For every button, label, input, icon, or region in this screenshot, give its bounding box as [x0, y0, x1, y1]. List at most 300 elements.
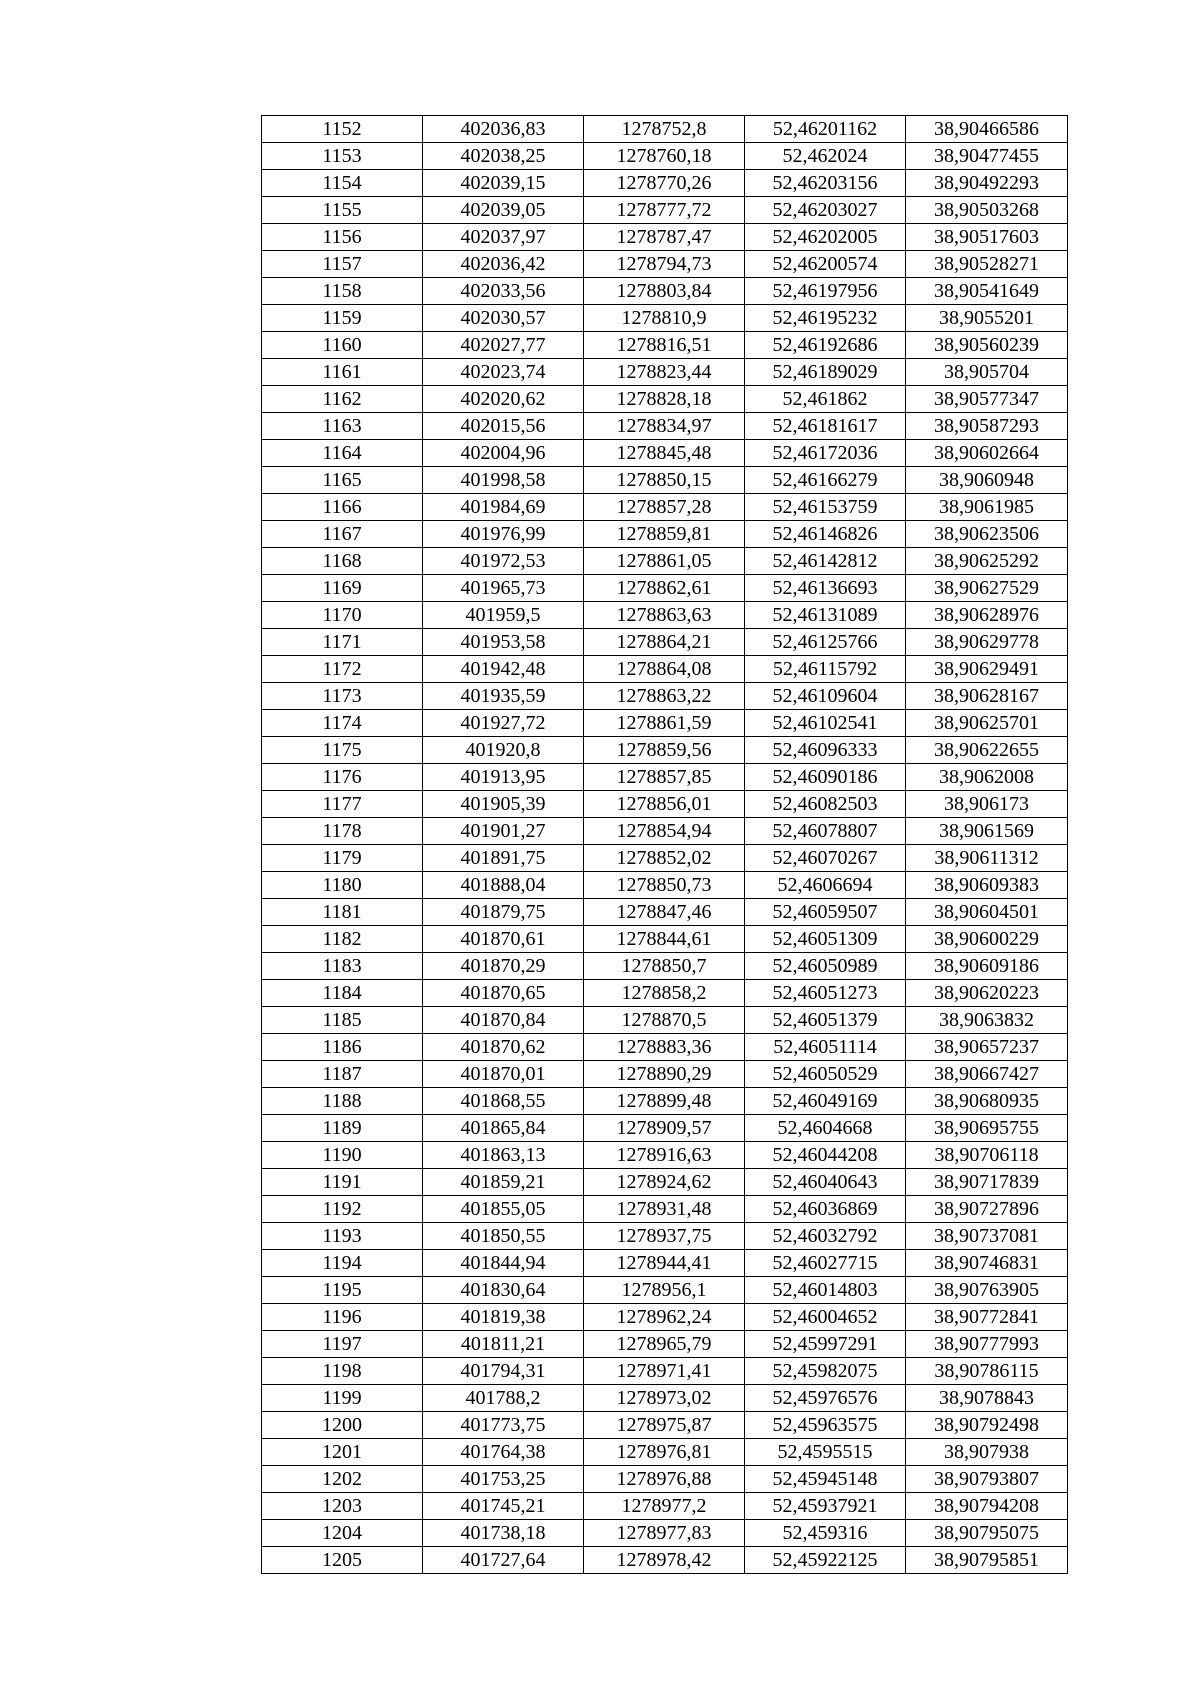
point-number-cell: 1154 [262, 170, 423, 197]
point-number-cell: 1187 [262, 1061, 423, 1088]
longitude-cell: 38,90667427 [906, 1061, 1068, 1088]
x-coordinate-cell: 401788,2 [423, 1385, 584, 1412]
table-row [262, 1439, 1068, 1466]
table-row [262, 818, 1068, 845]
table-row [262, 737, 1068, 764]
table-row [262, 1088, 1068, 1115]
longitude-cell: 38,90627529 [906, 575, 1068, 602]
longitude-cell: 38,90503268 [906, 197, 1068, 224]
point-number-cell: 1163 [262, 413, 423, 440]
point-number-cell: 1184 [262, 980, 423, 1007]
x-coordinate-cell: 401879,75 [423, 899, 584, 926]
y-coordinate-cell: 1278850,73 [584, 872, 745, 899]
longitude-cell: 38,90623506 [906, 521, 1068, 548]
table-row [262, 1493, 1068, 1520]
point-number-cell: 1176 [262, 764, 423, 791]
latitude-cell: 52,46102541 [745, 710, 906, 737]
y-coordinate-cell: 1278890,29 [584, 1061, 745, 1088]
longitude-cell: 38,90517603 [906, 224, 1068, 251]
y-coordinate-cell: 1278977,2 [584, 1493, 745, 1520]
y-coordinate-cell: 1278931,48 [584, 1196, 745, 1223]
table-row [262, 116, 1068, 143]
y-coordinate-cell: 1278858,2 [584, 980, 745, 1007]
table-row [262, 1034, 1068, 1061]
table-row [262, 1331, 1068, 1358]
latitude-cell: 52,46202005 [745, 224, 906, 251]
table-row [262, 251, 1068, 278]
longitude-cell: 38,90792498 [906, 1412, 1068, 1439]
x-coordinate-cell: 401794,31 [423, 1358, 584, 1385]
point-number-cell: 1153 [262, 143, 423, 170]
point-number-cell: 1168 [262, 548, 423, 575]
longitude-cell: 38,9061569 [906, 818, 1068, 845]
x-coordinate-cell: 401855,05 [423, 1196, 584, 1223]
x-coordinate-cell: 401865,84 [423, 1115, 584, 1142]
x-coordinate-cell: 402036,42 [423, 251, 584, 278]
latitude-cell: 52,46044208 [745, 1142, 906, 1169]
longitude-cell: 38,9062008 [906, 764, 1068, 791]
latitude-cell: 52,46040643 [745, 1169, 906, 1196]
longitude-cell: 38,90477455 [906, 143, 1068, 170]
point-number-cell: 1191 [262, 1169, 423, 1196]
latitude-cell: 52,4604668 [745, 1115, 906, 1142]
y-coordinate-cell: 1278834,97 [584, 413, 745, 440]
y-coordinate-cell: 1278854,94 [584, 818, 745, 845]
latitude-cell: 52,46146826 [745, 521, 906, 548]
x-coordinate-cell: 401891,75 [423, 845, 584, 872]
y-coordinate-cell: 1278973,02 [584, 1385, 745, 1412]
table-row [262, 602, 1068, 629]
table-row [262, 1385, 1068, 1412]
y-coordinate-cell: 1278976,81 [584, 1439, 745, 1466]
longitude-cell: 38,90560239 [906, 332, 1068, 359]
point-number-cell: 1172 [262, 656, 423, 683]
longitude-cell: 38,90793807 [906, 1466, 1068, 1493]
x-coordinate-cell: 401998,58 [423, 467, 584, 494]
y-coordinate-cell: 1278863,63 [584, 602, 745, 629]
x-coordinate-cell: 402037,97 [423, 224, 584, 251]
table-row [262, 1304, 1068, 1331]
longitude-cell: 38,90602664 [906, 440, 1068, 467]
longitude-cell: 38,907938 [906, 1439, 1068, 1466]
longitude-cell: 38,905704 [906, 359, 1068, 386]
point-number-cell: 1188 [262, 1088, 423, 1115]
y-coordinate-cell: 1278859,81 [584, 521, 745, 548]
point-number-cell: 1169 [262, 575, 423, 602]
x-coordinate-cell: 401863,13 [423, 1142, 584, 1169]
point-number-cell: 1181 [262, 899, 423, 926]
latitude-cell: 52,46166279 [745, 467, 906, 494]
x-coordinate-cell: 402020,62 [423, 386, 584, 413]
point-number-cell: 1197 [262, 1331, 423, 1358]
y-coordinate-cell: 1278803,84 [584, 278, 745, 305]
y-coordinate-cell: 1278777,72 [584, 197, 745, 224]
table-row [262, 953, 1068, 980]
point-number-cell: 1180 [262, 872, 423, 899]
longitude-cell: 38,90604501 [906, 899, 1068, 926]
longitude-cell: 38,90629778 [906, 629, 1068, 656]
x-coordinate-cell: 402039,05 [423, 197, 584, 224]
longitude-cell: 38,9055201 [906, 305, 1068, 332]
longitude-cell: 38,9061985 [906, 494, 1068, 521]
latitude-cell: 52,46200574 [745, 251, 906, 278]
latitude-cell: 52,46195232 [745, 305, 906, 332]
point-number-cell: 1199 [262, 1385, 423, 1412]
x-coordinate-cell: 401888,04 [423, 872, 584, 899]
point-number-cell: 1201 [262, 1439, 423, 1466]
table-row [262, 1196, 1068, 1223]
point-number-cell: 1186 [262, 1034, 423, 1061]
latitude-cell: 52,46136693 [745, 575, 906, 602]
point-number-cell: 1162 [262, 386, 423, 413]
table-row [262, 359, 1068, 386]
latitude-cell: 52,459316 [745, 1520, 906, 1547]
y-coordinate-cell: 1278863,22 [584, 683, 745, 710]
y-coordinate-cell: 1278794,73 [584, 251, 745, 278]
point-number-cell: 1166 [262, 494, 423, 521]
longitude-cell: 38,90622655 [906, 737, 1068, 764]
latitude-cell: 52,46181617 [745, 413, 906, 440]
table-row [262, 1520, 1068, 1547]
longitude-cell: 38,90600229 [906, 926, 1068, 953]
latitude-cell: 52,46172036 [745, 440, 906, 467]
longitude-cell: 38,90541649 [906, 278, 1068, 305]
y-coordinate-cell: 1278870,5 [584, 1007, 745, 1034]
y-coordinate-cell: 1278962,24 [584, 1304, 745, 1331]
y-coordinate-cell: 1278859,56 [584, 737, 745, 764]
longitude-cell: 38,90794208 [906, 1493, 1068, 1520]
longitude-cell: 38,90777993 [906, 1331, 1068, 1358]
y-coordinate-cell: 1278883,36 [584, 1034, 745, 1061]
latitude-cell: 52,4606694 [745, 872, 906, 899]
longitude-cell: 38,90492293 [906, 170, 1068, 197]
table-row [262, 926, 1068, 953]
longitude-cell: 38,90587293 [906, 413, 1068, 440]
x-coordinate-cell: 401859,21 [423, 1169, 584, 1196]
y-coordinate-cell: 1278916,63 [584, 1142, 745, 1169]
point-number-cell: 1158 [262, 278, 423, 305]
y-coordinate-cell: 1278861,59 [584, 710, 745, 737]
latitude-cell: 52,46197956 [745, 278, 906, 305]
table-row [262, 548, 1068, 575]
x-coordinate-cell: 401870,61 [423, 926, 584, 953]
table-row [262, 1169, 1068, 1196]
longitude-cell: 38,90628976 [906, 602, 1068, 629]
x-coordinate-cell: 401984,69 [423, 494, 584, 521]
latitude-cell: 52,46192686 [745, 332, 906, 359]
point-number-cell: 1196 [262, 1304, 423, 1331]
y-coordinate-cell: 1278847,46 [584, 899, 745, 926]
table-row [262, 764, 1068, 791]
latitude-cell: 52,45997291 [745, 1331, 906, 1358]
longitude-cell: 38,9078843 [906, 1385, 1068, 1412]
y-coordinate-cell: 1278856,01 [584, 791, 745, 818]
x-coordinate-cell: 401773,75 [423, 1412, 584, 1439]
point-number-cell: 1175 [262, 737, 423, 764]
x-coordinate-cell: 401870,62 [423, 1034, 584, 1061]
y-coordinate-cell: 1278857,28 [584, 494, 745, 521]
x-coordinate-cell: 401905,39 [423, 791, 584, 818]
table-row [262, 1250, 1068, 1277]
table-row [262, 224, 1068, 251]
latitude-cell: 52,46115792 [745, 656, 906, 683]
longitude-cell: 38,90717839 [906, 1169, 1068, 1196]
longitude-cell: 38,90772841 [906, 1304, 1068, 1331]
x-coordinate-cell: 402023,74 [423, 359, 584, 386]
point-number-cell: 1203 [262, 1493, 423, 1520]
table-row [262, 980, 1068, 1007]
table-row [262, 197, 1068, 224]
latitude-cell: 52,462024 [745, 143, 906, 170]
point-number-cell: 1194 [262, 1250, 423, 1277]
x-coordinate-cell: 401753,25 [423, 1466, 584, 1493]
latitude-cell: 52,45922125 [745, 1547, 906, 1574]
x-coordinate-cell: 402038,25 [423, 143, 584, 170]
y-coordinate-cell: 1278828,18 [584, 386, 745, 413]
x-coordinate-cell: 401844,94 [423, 1250, 584, 1277]
x-coordinate-cell: 401819,38 [423, 1304, 584, 1331]
x-coordinate-cell: 402004,96 [423, 440, 584, 467]
table-row [262, 656, 1068, 683]
table-row [262, 332, 1068, 359]
longitude-cell: 38,90629491 [906, 656, 1068, 683]
x-coordinate-cell: 402033,56 [423, 278, 584, 305]
latitude-cell: 52,46125766 [745, 629, 906, 656]
point-number-cell: 1165 [262, 467, 423, 494]
table-row [262, 791, 1068, 818]
y-coordinate-cell: 1278844,61 [584, 926, 745, 953]
y-coordinate-cell: 1278976,88 [584, 1466, 745, 1493]
latitude-cell: 52,46049169 [745, 1088, 906, 1115]
longitude-cell: 38,90657237 [906, 1034, 1068, 1061]
table-row [262, 1466, 1068, 1493]
table-row [262, 1358, 1068, 1385]
table-row [262, 143, 1068, 170]
x-coordinate-cell: 401901,27 [423, 818, 584, 845]
point-number-cell: 1193 [262, 1223, 423, 1250]
point-number-cell: 1189 [262, 1115, 423, 1142]
x-coordinate-cell: 401972,53 [423, 548, 584, 575]
x-coordinate-cell: 401745,21 [423, 1493, 584, 1520]
longitude-cell: 38,90795075 [906, 1520, 1068, 1547]
table-row [262, 1115, 1068, 1142]
table-row [262, 899, 1068, 926]
y-coordinate-cell: 1278975,87 [584, 1412, 745, 1439]
longitude-cell: 38,90695755 [906, 1115, 1068, 1142]
latitude-cell: 52,461862 [745, 386, 906, 413]
table-row [262, 1412, 1068, 1439]
table-row [262, 710, 1068, 737]
x-coordinate-cell: 401935,59 [423, 683, 584, 710]
latitude-cell: 52,46201162 [745, 116, 906, 143]
table-row [262, 1061, 1068, 1088]
x-coordinate-cell: 402030,57 [423, 305, 584, 332]
table-row [262, 872, 1068, 899]
longitude-cell: 38,90611312 [906, 845, 1068, 872]
longitude-cell: 38,906173 [906, 791, 1068, 818]
point-number-cell: 1185 [262, 1007, 423, 1034]
x-coordinate-cell: 401738,18 [423, 1520, 584, 1547]
longitude-cell: 38,90466586 [906, 116, 1068, 143]
latitude-cell: 52,46096333 [745, 737, 906, 764]
longitude-cell: 38,9060948 [906, 467, 1068, 494]
point-number-cell: 1190 [262, 1142, 423, 1169]
x-coordinate-cell: 401953,58 [423, 629, 584, 656]
x-coordinate-cell: 401959,5 [423, 602, 584, 629]
y-coordinate-cell: 1278823,44 [584, 359, 745, 386]
point-number-cell: 1157 [262, 251, 423, 278]
x-coordinate-cell: 401764,38 [423, 1439, 584, 1466]
latitude-cell: 52,4595515 [745, 1439, 906, 1466]
point-number-cell: 1182 [262, 926, 423, 953]
table-row [262, 1142, 1068, 1169]
x-coordinate-cell: 402015,56 [423, 413, 584, 440]
latitude-cell: 52,46090186 [745, 764, 906, 791]
x-coordinate-cell: 401965,73 [423, 575, 584, 602]
y-coordinate-cell: 1278965,79 [584, 1331, 745, 1358]
latitude-cell: 52,46032792 [745, 1223, 906, 1250]
latitude-cell: 52,45963575 [745, 1412, 906, 1439]
longitude-cell: 38,90577347 [906, 386, 1068, 413]
point-number-cell: 1161 [262, 359, 423, 386]
longitude-cell: 38,90528271 [906, 251, 1068, 278]
point-number-cell: 1198 [262, 1358, 423, 1385]
latitude-cell: 52,46051379 [745, 1007, 906, 1034]
latitude-cell: 52,46203156 [745, 170, 906, 197]
y-coordinate-cell: 1278850,7 [584, 953, 745, 980]
point-number-cell: 1204 [262, 1520, 423, 1547]
latitude-cell: 52,46051114 [745, 1034, 906, 1061]
point-number-cell: 1156 [262, 224, 423, 251]
y-coordinate-cell: 1278956,1 [584, 1277, 745, 1304]
y-coordinate-cell: 1278971,41 [584, 1358, 745, 1385]
y-coordinate-cell: 1278816,51 [584, 332, 745, 359]
y-coordinate-cell: 1278978,42 [584, 1547, 745, 1574]
x-coordinate-cell: 401727,64 [423, 1547, 584, 1574]
table-row [262, 170, 1068, 197]
table-row [262, 440, 1068, 467]
point-number-cell: 1202 [262, 1466, 423, 1493]
y-coordinate-cell: 1278864,08 [584, 656, 745, 683]
x-coordinate-cell: 401850,55 [423, 1223, 584, 1250]
x-coordinate-cell: 402027,77 [423, 332, 584, 359]
latitude-cell: 52,46142812 [745, 548, 906, 575]
x-coordinate-cell: 401870,01 [423, 1061, 584, 1088]
point-number-cell: 1167 [262, 521, 423, 548]
latitude-cell: 52,45976576 [745, 1385, 906, 1412]
point-number-cell: 1173 [262, 683, 423, 710]
y-coordinate-cell: 1278852,02 [584, 845, 745, 872]
latitude-cell: 52,46082503 [745, 791, 906, 818]
y-coordinate-cell: 1278857,85 [584, 764, 745, 791]
longitude-cell: 38,90609186 [906, 953, 1068, 980]
x-coordinate-cell: 401870,29 [423, 953, 584, 980]
y-coordinate-cell: 1278864,21 [584, 629, 745, 656]
y-coordinate-cell: 1278899,48 [584, 1088, 745, 1115]
table-row [262, 494, 1068, 521]
x-coordinate-cell: 401870,65 [423, 980, 584, 1007]
table-row [262, 521, 1068, 548]
point-number-cell: 1170 [262, 602, 423, 629]
point-number-cell: 1177 [262, 791, 423, 818]
table-row [262, 1223, 1068, 1250]
table-row [262, 467, 1068, 494]
latitude-cell: 52,46036869 [745, 1196, 906, 1223]
x-coordinate-cell: 401868,55 [423, 1088, 584, 1115]
point-number-cell: 1178 [262, 818, 423, 845]
point-number-cell: 1183 [262, 953, 423, 980]
x-coordinate-cell: 402039,15 [423, 170, 584, 197]
table-row [262, 845, 1068, 872]
y-coordinate-cell: 1278850,15 [584, 467, 745, 494]
latitude-cell: 52,46189029 [745, 359, 906, 386]
longitude-cell: 38,90727896 [906, 1196, 1068, 1223]
y-coordinate-cell: 1278937,75 [584, 1223, 745, 1250]
latitude-cell: 52,46059507 [745, 899, 906, 926]
latitude-cell: 52,46109604 [745, 683, 906, 710]
latitude-cell: 52,46078807 [745, 818, 906, 845]
table-row [262, 386, 1068, 413]
longitude-cell: 38,90625701 [906, 710, 1068, 737]
point-number-cell: 1195 [262, 1277, 423, 1304]
longitude-cell: 38,90786115 [906, 1358, 1068, 1385]
latitude-cell: 52,46051309 [745, 926, 906, 953]
latitude-cell: 52,46203027 [745, 197, 906, 224]
point-number-cell: 1160 [262, 332, 423, 359]
longitude-cell: 38,90628167 [906, 683, 1068, 710]
point-number-cell: 1159 [262, 305, 423, 332]
y-coordinate-cell: 1278977,83 [584, 1520, 745, 1547]
longitude-cell: 38,90795851 [906, 1547, 1068, 1574]
y-coordinate-cell: 1278924,62 [584, 1169, 745, 1196]
point-number-cell: 1200 [262, 1412, 423, 1439]
longitude-cell: 38,90737081 [906, 1223, 1068, 1250]
point-number-cell: 1152 [262, 116, 423, 143]
table-row [262, 1547, 1068, 1574]
y-coordinate-cell: 1278861,05 [584, 548, 745, 575]
y-coordinate-cell: 1278770,26 [584, 170, 745, 197]
table-row [262, 278, 1068, 305]
latitude-cell: 52,46131089 [745, 602, 906, 629]
y-coordinate-cell: 1278760,18 [584, 143, 745, 170]
y-coordinate-cell: 1278787,47 [584, 224, 745, 251]
latitude-cell: 52,46014803 [745, 1277, 906, 1304]
coordinates-table [261, 115, 1068, 1574]
table-row [262, 1277, 1068, 1304]
latitude-cell: 52,45982075 [745, 1358, 906, 1385]
longitude-cell: 38,90763905 [906, 1277, 1068, 1304]
x-coordinate-cell: 401976,99 [423, 521, 584, 548]
y-coordinate-cell: 1278810,9 [584, 305, 745, 332]
latitude-cell: 52,46051273 [745, 980, 906, 1007]
coordinates-table-body [262, 116, 1068, 1574]
table-row [262, 683, 1068, 710]
latitude-cell: 52,46050529 [745, 1061, 906, 1088]
y-coordinate-cell: 1278944,41 [584, 1250, 745, 1277]
table-row [262, 413, 1068, 440]
x-coordinate-cell: 401811,21 [423, 1331, 584, 1358]
y-coordinate-cell: 1278909,57 [584, 1115, 745, 1142]
point-number-cell: 1205 [262, 1547, 423, 1574]
x-coordinate-cell: 401913,95 [423, 764, 584, 791]
point-number-cell: 1155 [262, 197, 423, 224]
point-number-cell: 1171 [262, 629, 423, 656]
longitude-cell: 38,90625292 [906, 548, 1068, 575]
table-row [262, 629, 1068, 656]
latitude-cell: 52,46070267 [745, 845, 906, 872]
point-number-cell: 1179 [262, 845, 423, 872]
latitude-cell: 52,46153759 [745, 494, 906, 521]
